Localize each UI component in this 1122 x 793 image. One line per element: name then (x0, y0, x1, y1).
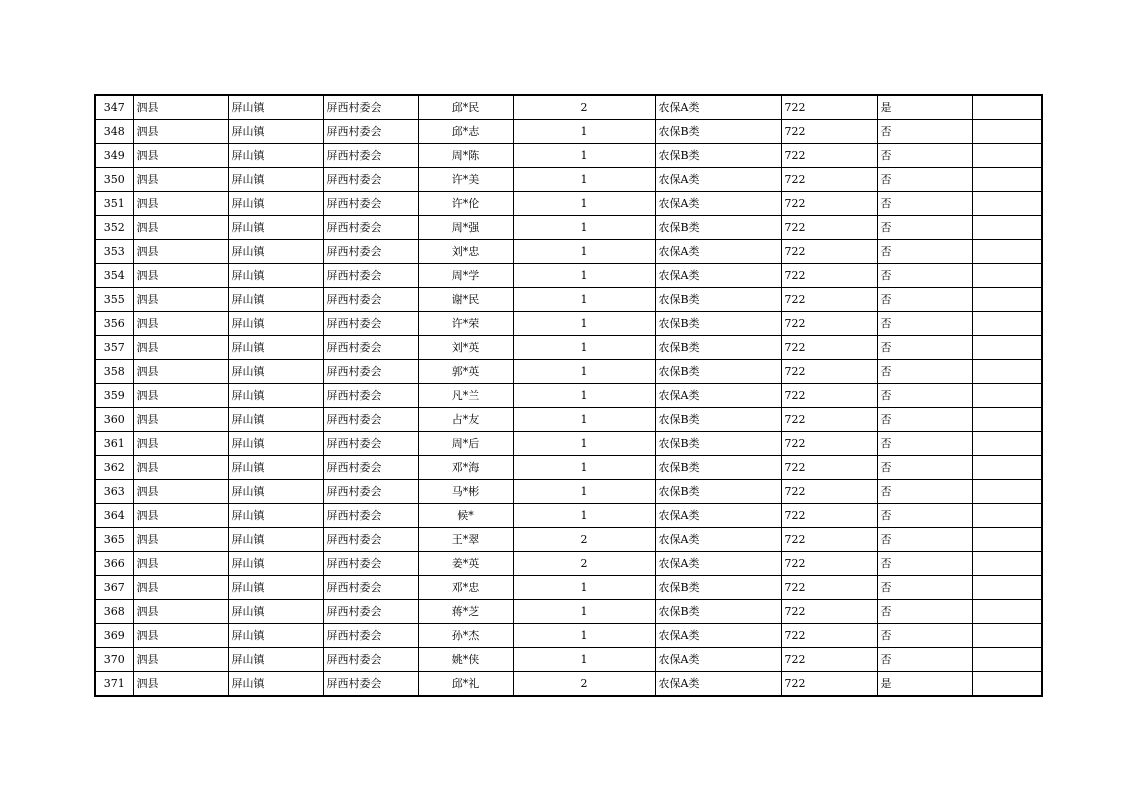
person-name-cell: 姜*英 (418, 552, 513, 576)
flag-cell: 否 (877, 288, 972, 312)
person-name-cell: 凡*兰 (418, 384, 513, 408)
flag-cell: 否 (877, 192, 972, 216)
table-row (95, 336, 1042, 360)
town-cell: 屏山镇 (228, 120, 323, 144)
amount-cell: 722 (781, 600, 877, 624)
amount-cell: 722 (781, 528, 877, 552)
insurance-category-cell: 农保A类 (655, 192, 781, 216)
note-cell (972, 120, 1042, 144)
insurance-category-cell: 农保B类 (655, 600, 781, 624)
county-cell: 泗县 (133, 360, 228, 384)
insurance-category-cell: 农保A类 (655, 168, 781, 192)
row-number-cell: 351 (95, 192, 133, 216)
county-cell: 泗县 (133, 528, 228, 552)
insurance-category-cell: 农保A类 (655, 672, 781, 697)
note-cell (972, 408, 1042, 432)
note-cell (972, 432, 1042, 456)
amount-cell: 722 (781, 432, 877, 456)
row-number-cell: 358 (95, 360, 133, 384)
person-name-cell: 邱*礼 (418, 672, 513, 697)
county-cell: 泗县 (133, 648, 228, 672)
amount-cell: 722 (781, 480, 877, 504)
household-count-cell: 1 (513, 264, 655, 288)
note-cell (972, 384, 1042, 408)
flag-cell: 否 (877, 216, 972, 240)
table-body (95, 95, 1042, 696)
note-cell (972, 144, 1042, 168)
flag-cell: 否 (877, 360, 972, 384)
household-count-cell: 1 (513, 216, 655, 240)
amount-cell: 722 (781, 168, 877, 192)
note-cell (972, 288, 1042, 312)
county-cell: 泗县 (133, 600, 228, 624)
amount-cell: 722 (781, 216, 877, 240)
town-cell: 屏山镇 (228, 288, 323, 312)
household-count-cell: 2 (513, 528, 655, 552)
household-count-cell: 1 (513, 360, 655, 384)
village-cell: 屏西村委会 (323, 456, 418, 480)
insurance-category-cell: 农保B类 (655, 216, 781, 240)
table-row (95, 288, 1042, 312)
flag-cell: 否 (877, 552, 972, 576)
village-cell: 屏西村委会 (323, 672, 418, 697)
flag-cell: 否 (877, 648, 972, 672)
town-cell: 屏山镇 (228, 552, 323, 576)
flag-cell: 否 (877, 576, 972, 600)
table-row (95, 600, 1042, 624)
insurance-category-cell: 农保A类 (655, 624, 781, 648)
town-cell: 屏山镇 (228, 312, 323, 336)
row-number-cell: 371 (95, 672, 133, 697)
person-name-cell: 王*翠 (418, 528, 513, 552)
county-cell: 泗县 (133, 576, 228, 600)
row-number-cell: 354 (95, 264, 133, 288)
note-cell (972, 360, 1042, 384)
village-cell: 屏西村委会 (323, 552, 418, 576)
household-count-cell: 1 (513, 168, 655, 192)
note-cell (972, 672, 1042, 697)
person-name-cell: 候* (418, 504, 513, 528)
town-cell: 屏山镇 (228, 336, 323, 360)
person-name-cell: 许*伦 (418, 192, 513, 216)
row-number-cell: 355 (95, 288, 133, 312)
flag-cell: 否 (877, 144, 972, 168)
amount-cell: 722 (781, 95, 877, 120)
flag-cell: 否 (877, 456, 972, 480)
table-row (95, 312, 1042, 336)
amount-cell: 722 (781, 120, 877, 144)
insurance-category-cell: 农保B类 (655, 480, 781, 504)
note-cell (972, 240, 1042, 264)
table-row (95, 120, 1042, 144)
household-count-cell: 1 (513, 600, 655, 624)
household-count-cell: 1 (513, 504, 655, 528)
note-cell (972, 264, 1042, 288)
village-cell: 屏西村委会 (323, 408, 418, 432)
table-row (95, 480, 1042, 504)
flag-cell: 否 (877, 240, 972, 264)
note-cell (972, 576, 1042, 600)
person-name-cell: 刘*忠 (418, 240, 513, 264)
village-cell: 屏西村委会 (323, 504, 418, 528)
amount-cell: 722 (781, 312, 877, 336)
amount-cell: 722 (781, 456, 877, 480)
amount-cell: 722 (781, 288, 877, 312)
household-count-cell: 2 (513, 552, 655, 576)
amount-cell: 722 (781, 384, 877, 408)
county-cell: 泗县 (133, 288, 228, 312)
village-cell: 屏西村委会 (323, 480, 418, 504)
household-count-cell: 2 (513, 672, 655, 697)
row-number-cell: 369 (95, 624, 133, 648)
amount-cell: 722 (781, 576, 877, 600)
town-cell: 屏山镇 (228, 528, 323, 552)
insurance-category-cell: 农保A类 (655, 240, 781, 264)
person-name-cell: 蒋*芝 (418, 600, 513, 624)
row-number-cell: 360 (95, 408, 133, 432)
village-cell: 屏西村委会 (323, 120, 418, 144)
household-count-cell: 1 (513, 120, 655, 144)
table-row (95, 144, 1042, 168)
insurance-category-cell: 农保B类 (655, 576, 781, 600)
town-cell: 屏山镇 (228, 504, 323, 528)
county-cell: 泗县 (133, 312, 228, 336)
household-count-cell: 1 (513, 408, 655, 432)
town-cell: 屏山镇 (228, 144, 323, 168)
amount-cell: 722 (781, 264, 877, 288)
household-count-cell: 1 (513, 624, 655, 648)
note-cell (972, 552, 1042, 576)
amount-cell: 722 (781, 408, 877, 432)
person-name-cell: 邓*忠 (418, 576, 513, 600)
town-cell: 屏山镇 (228, 672, 323, 697)
table-row (95, 240, 1042, 264)
note-cell (972, 456, 1042, 480)
table-row (95, 504, 1042, 528)
town-cell: 屏山镇 (228, 168, 323, 192)
person-name-cell: 周*后 (418, 432, 513, 456)
note-cell (972, 648, 1042, 672)
household-count-cell: 2 (513, 95, 655, 120)
note-cell (972, 336, 1042, 360)
insurance-category-cell: 农保A类 (655, 264, 781, 288)
insurance-category-cell: 农保B类 (655, 336, 781, 360)
amount-cell: 722 (781, 360, 877, 384)
county-cell: 泗县 (133, 504, 228, 528)
flag-cell: 否 (877, 600, 972, 624)
note-cell (972, 480, 1042, 504)
household-count-cell: 1 (513, 144, 655, 168)
person-name-cell: 许*美 (418, 168, 513, 192)
flag-cell: 是 (877, 95, 972, 120)
table-row (95, 408, 1042, 432)
household-count-cell: 1 (513, 336, 655, 360)
row-number-cell: 368 (95, 600, 133, 624)
amount-cell: 722 (781, 192, 877, 216)
table-row (95, 168, 1042, 192)
row-number-cell: 353 (95, 240, 133, 264)
person-name-cell: 许*荣 (418, 312, 513, 336)
row-number-cell: 356 (95, 312, 133, 336)
flag-cell: 否 (877, 168, 972, 192)
household-count-cell: 1 (513, 432, 655, 456)
note-cell (972, 624, 1042, 648)
insurance-category-cell: 农保A类 (655, 648, 781, 672)
county-cell: 泗县 (133, 144, 228, 168)
village-cell: 屏西村委会 (323, 624, 418, 648)
town-cell: 屏山镇 (228, 456, 323, 480)
amount-cell: 722 (781, 240, 877, 264)
row-number-cell: 364 (95, 504, 133, 528)
flag-cell: 否 (877, 312, 972, 336)
row-number-cell: 363 (95, 480, 133, 504)
household-count-cell: 1 (513, 312, 655, 336)
insurance-category-cell: 农保B类 (655, 312, 781, 336)
county-cell: 泗县 (133, 480, 228, 504)
amount-cell: 722 (781, 648, 877, 672)
insurance-category-cell: 农保A类 (655, 528, 781, 552)
county-cell: 泗县 (133, 240, 228, 264)
amount-cell: 722 (781, 672, 877, 697)
household-count-cell: 1 (513, 384, 655, 408)
county-cell: 泗县 (133, 168, 228, 192)
insurance-category-cell: 农保B类 (655, 432, 781, 456)
row-number-cell: 366 (95, 552, 133, 576)
town-cell: 屏山镇 (228, 432, 323, 456)
household-count-cell: 1 (513, 576, 655, 600)
flag-cell: 否 (877, 480, 972, 504)
county-cell: 泗县 (133, 456, 228, 480)
person-name-cell: 周*强 (418, 216, 513, 240)
county-cell: 泗县 (133, 408, 228, 432)
person-name-cell: 邱*志 (418, 120, 513, 144)
town-cell: 屏山镇 (228, 240, 323, 264)
household-count-cell: 1 (513, 456, 655, 480)
village-cell: 屏西村委会 (323, 600, 418, 624)
village-cell: 屏西村委会 (323, 384, 418, 408)
village-cell: 屏西村委会 (323, 576, 418, 600)
person-name-cell: 周*陈 (418, 144, 513, 168)
town-cell: 屏山镇 (228, 648, 323, 672)
town-cell: 屏山镇 (228, 624, 323, 648)
county-cell: 泗县 (133, 336, 228, 360)
insurance-category-cell: 农保A类 (655, 95, 781, 120)
table-row (95, 192, 1042, 216)
insurance-category-cell: 农保B类 (655, 360, 781, 384)
amount-cell: 722 (781, 624, 877, 648)
row-number-cell: 349 (95, 144, 133, 168)
row-number-cell: 362 (95, 456, 133, 480)
county-cell: 泗县 (133, 264, 228, 288)
person-name-cell: 邓*海 (418, 456, 513, 480)
flag-cell: 否 (877, 384, 972, 408)
table-row (95, 456, 1042, 480)
person-name-cell: 马*彬 (418, 480, 513, 504)
county-cell: 泗县 (133, 216, 228, 240)
town-cell: 屏山镇 (228, 576, 323, 600)
person-name-cell: 占*友 (418, 408, 513, 432)
village-cell: 屏西村委会 (323, 95, 418, 120)
insurance-category-cell: 农保B类 (655, 456, 781, 480)
flag-cell: 否 (877, 264, 972, 288)
table-row (95, 648, 1042, 672)
row-number-cell: 370 (95, 648, 133, 672)
table-row (95, 672, 1042, 697)
person-name-cell: 郭*英 (418, 360, 513, 384)
person-name-cell: 孙*杰 (418, 624, 513, 648)
table-row (95, 576, 1042, 600)
flag-cell: 否 (877, 624, 972, 648)
household-count-cell: 1 (513, 192, 655, 216)
county-cell: 泗县 (133, 552, 228, 576)
village-cell: 屏西村委会 (323, 240, 418, 264)
person-name-cell: 谢*民 (418, 288, 513, 312)
flag-cell: 否 (877, 528, 972, 552)
note-cell (972, 168, 1042, 192)
insurance-category-cell: 农保A类 (655, 384, 781, 408)
flag-cell: 否 (877, 336, 972, 360)
row-number-cell: 347 (95, 95, 133, 120)
town-cell: 屏山镇 (228, 216, 323, 240)
household-count-cell: 1 (513, 648, 655, 672)
row-number-cell: 359 (95, 384, 133, 408)
table-row (95, 384, 1042, 408)
row-number-cell: 367 (95, 576, 133, 600)
table-row (95, 216, 1042, 240)
insurance-category-cell: 农保A类 (655, 552, 781, 576)
note-cell (972, 95, 1042, 120)
village-cell: 屏西村委会 (323, 336, 418, 360)
household-count-cell: 1 (513, 240, 655, 264)
flag-cell: 否 (877, 432, 972, 456)
person-name-cell: 姚*侠 (418, 648, 513, 672)
village-cell: 屏西村委会 (323, 312, 418, 336)
amount-cell: 722 (781, 144, 877, 168)
county-cell: 泗县 (133, 384, 228, 408)
town-cell: 屏山镇 (228, 384, 323, 408)
insurance-category-cell: 农保B类 (655, 288, 781, 312)
county-cell: 泗县 (133, 192, 228, 216)
town-cell: 屏山镇 (228, 95, 323, 120)
roster-table (94, 94, 1043, 697)
row-number-cell: 350 (95, 168, 133, 192)
county-cell: 泗县 (133, 432, 228, 456)
county-cell: 泗县 (133, 120, 228, 144)
table-row (95, 95, 1042, 120)
amount-cell: 722 (781, 552, 877, 576)
table-row (95, 432, 1042, 456)
village-cell: 屏西村委会 (323, 360, 418, 384)
note-cell (972, 216, 1042, 240)
row-number-cell: 348 (95, 120, 133, 144)
household-count-cell: 1 (513, 288, 655, 312)
county-cell: 泗县 (133, 624, 228, 648)
village-cell: 屏西村委会 (323, 288, 418, 312)
row-number-cell: 365 (95, 528, 133, 552)
county-cell: 泗县 (133, 672, 228, 697)
flag-cell: 否 (877, 120, 972, 144)
household-count-cell: 1 (513, 480, 655, 504)
note-cell (972, 312, 1042, 336)
town-cell: 屏山镇 (228, 264, 323, 288)
person-name-cell: 刘*英 (418, 336, 513, 360)
row-number-cell: 357 (95, 336, 133, 360)
village-cell: 屏西村委会 (323, 216, 418, 240)
village-cell: 屏西村委会 (323, 144, 418, 168)
town-cell: 屏山镇 (228, 360, 323, 384)
village-cell: 屏西村委会 (323, 432, 418, 456)
table-row (95, 552, 1042, 576)
insurance-category-cell: 农保B类 (655, 408, 781, 432)
village-cell: 屏西村委会 (323, 168, 418, 192)
person-name-cell: 邱*民 (418, 95, 513, 120)
village-cell: 屏西村委会 (323, 192, 418, 216)
person-name-cell: 周*学 (418, 264, 513, 288)
town-cell: 屏山镇 (228, 192, 323, 216)
flag-cell: 否 (877, 504, 972, 528)
table-row (95, 360, 1042, 384)
row-number-cell: 361 (95, 432, 133, 456)
flag-cell: 否 (877, 408, 972, 432)
village-cell: 屏西村委会 (323, 264, 418, 288)
table-row (95, 624, 1042, 648)
village-cell: 屏西村委会 (323, 648, 418, 672)
note-cell (972, 528, 1042, 552)
town-cell: 屏山镇 (228, 480, 323, 504)
note-cell (972, 504, 1042, 528)
insurance-category-cell: 农保B类 (655, 144, 781, 168)
table-row (95, 528, 1042, 552)
insurance-category-cell: 农保A类 (655, 504, 781, 528)
insurance-category-cell: 农保B类 (655, 120, 781, 144)
amount-cell: 722 (781, 336, 877, 360)
amount-cell: 722 (781, 504, 877, 528)
village-cell: 屏西村委会 (323, 528, 418, 552)
table-row (95, 264, 1042, 288)
town-cell: 屏山镇 (228, 408, 323, 432)
row-number-cell: 352 (95, 216, 133, 240)
county-cell: 泗县 (133, 95, 228, 120)
flag-cell: 是 (877, 672, 972, 697)
note-cell (972, 600, 1042, 624)
town-cell: 屏山镇 (228, 600, 323, 624)
note-cell (972, 192, 1042, 216)
